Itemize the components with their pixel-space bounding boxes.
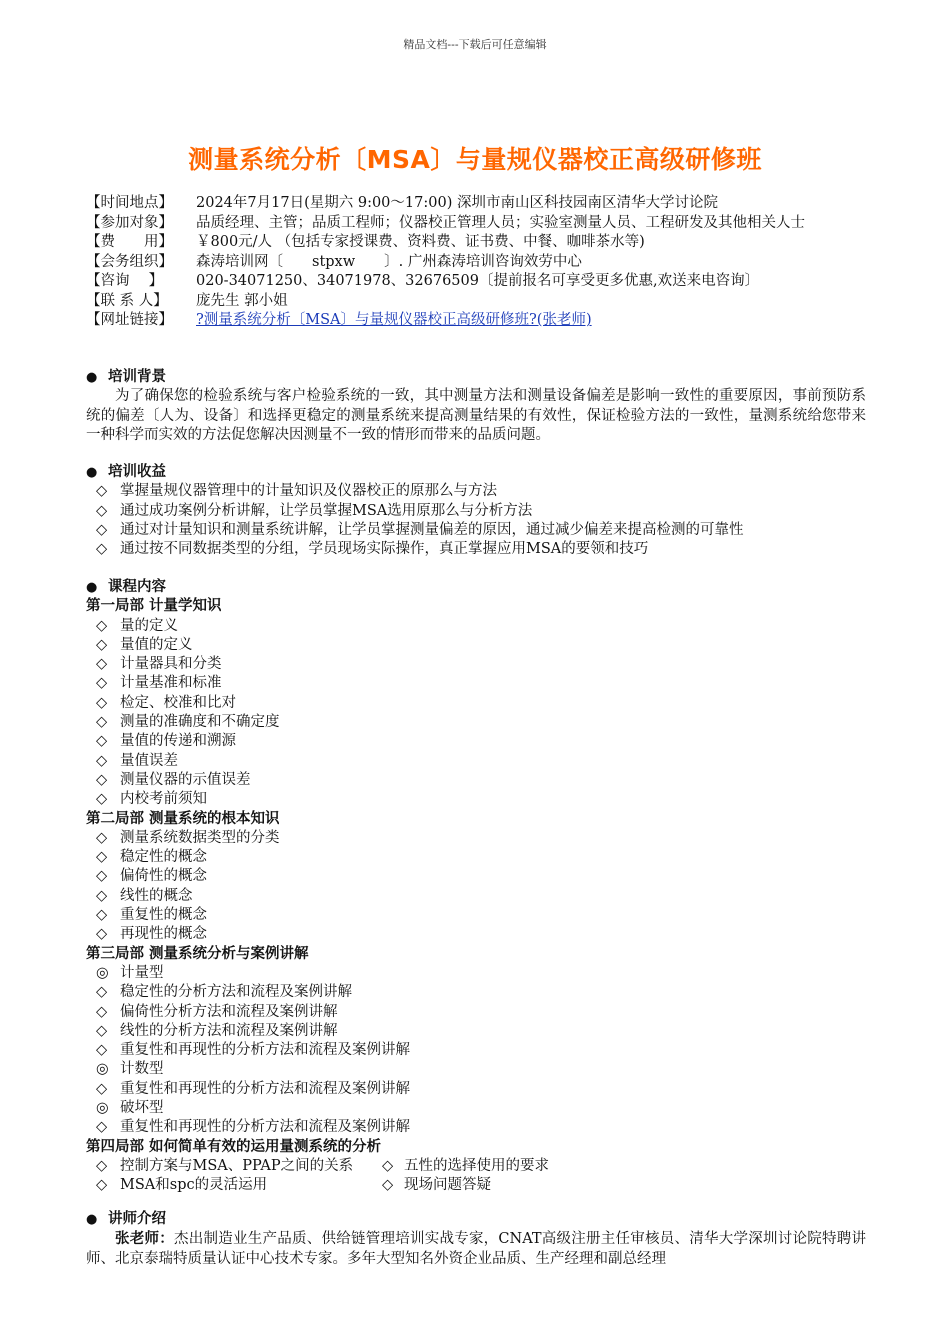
diamond-icon: ◇ — [96, 1177, 108, 1194]
bullet-icon: ● — [86, 465, 98, 480]
section-heading — [86, 463, 866, 482]
list-item — [86, 887, 866, 906]
list-item — [86, 482, 866, 501]
item-text: 通过成功案例分析讲解，让学员掌握MSA选用原那么与分析方法 — [120, 502, 533, 519]
item-text: 再现性的概念 — [120, 926, 207, 943]
info-row-audience — [86, 214, 866, 234]
diamond-icon: ◇ — [96, 771, 108, 788]
diamond-icon: ◇ — [96, 675, 108, 692]
diamond-icon: ◇ — [96, 1119, 108, 1136]
list-item — [86, 925, 866, 944]
diamond-icon: ◇ — [96, 541, 108, 558]
list-item — [96, 1157, 382, 1176]
diamond-icon: ◇ — [96, 694, 108, 711]
info-value: 品质经理、主管；品质工程师；仪器校正管理人员；实验室测量人员、工程研发及其他相关人士 — [196, 214, 805, 231]
item-text: 线性的概念 — [120, 887, 193, 904]
section-course — [86, 578, 866, 1196]
bullet-icon: ● — [86, 580, 98, 595]
header-note: 精品文档---下载后可任意编辑 — [403, 38, 547, 51]
info-row-link — [86, 311, 866, 331]
section-benefits — [86, 463, 866, 559]
item-text: 破坏型 — [120, 1100, 164, 1117]
info-key: 【参加对象】 — [86, 214, 173, 231]
item-text: 计量器具和分类 — [120, 656, 222, 673]
diamond-icon: ◇ — [96, 502, 108, 519]
diamond-icon: ◇ — [96, 617, 108, 634]
info-key: 【咨询 】 — [86, 273, 164, 289]
info-value — [196, 311, 866, 331]
diamond-icon: ◇ — [96, 521, 108, 538]
item-text: 现场问题答疑 — [404, 1177, 491, 1194]
item-text: 掌握量规仪器管理中的计量知识及仪器校正的原那么与方法 — [120, 483, 497, 500]
diamond-icon: ◇ — [96, 1022, 108, 1039]
diamond-icon: ◇ — [96, 1042, 108, 1059]
teacher-name: 张老师： — [115, 1230, 174, 1248]
info-key: 【会务组织】 — [86, 253, 173, 270]
bullet-icon: ● — [86, 1212, 98, 1227]
diamond-icon: ◇ — [96, 1003, 108, 1020]
diamond-icon: ◇ — [96, 483, 108, 500]
item-text: 重复性和再现性的分析方法和流程及案例讲解 — [120, 1080, 410, 1097]
teacher-text: 杰出制造业生产品质、供给链管理培训实战专家，CNAT高级注册主任审核员、清华大学深圳讨论院特聘讲师、北京泰瑞特质量认证中心技术专家。多年大型知名外资企业品质、生产经理和副总经理 — [86, 1231, 866, 1267]
item-text: 量值误差 — [120, 752, 178, 769]
diamond-icon: ◇ — [96, 636, 108, 653]
info-value: 森涛培训网〔 stpxw 〕. 广州森涛培训咨询效劳中心 — [196, 253, 582, 270]
diamond-icon: ◇ — [96, 907, 108, 924]
list-item — [86, 1041, 866, 1060]
info-value: 2024年7月17日(星期六 9:00～17:00) 深圳市南山区科技园南区清华大学讨论院 — [196, 195, 718, 211]
double-circle-icon: ◎ — [96, 1061, 109, 1078]
item-text: 偏倚性的概念 — [120, 868, 207, 885]
list-item — [86, 674, 866, 693]
list-item — [86, 1022, 866, 1041]
diamond-icon: ◇ — [96, 887, 108, 904]
list-item — [86, 1060, 866, 1079]
diamond-icon: ◇ — [96, 868, 108, 885]
list-item — [86, 1099, 866, 1118]
list-item — [86, 1118, 866, 1137]
list-item — [96, 1176, 382, 1195]
list-item — [86, 964, 866, 983]
item-text: 控制方案与MSA、PPAP之间的关系 — [120, 1157, 354, 1174]
item-text: 测量的准确度和不确定度 — [120, 714, 280, 731]
item-text: MSA和spc的灵活运用 — [120, 1177, 268, 1194]
info-row-organizer — [86, 253, 866, 273]
list-item — [86, 752, 866, 771]
heading-text: 课程内容 — [108, 579, 166, 595]
item-text: 重复性和再现性的分析方法和流程及案例讲解 — [120, 1042, 410, 1059]
info-value: 庞先生 郭小姐 — [196, 292, 288, 309]
item-text: 内校考前须知 — [120, 791, 207, 808]
heading-text: 讲师介绍 — [108, 1211, 166, 1227]
item-text: 稳定性的概念 — [120, 849, 207, 866]
list-item — [86, 655, 866, 674]
diamond-icon: ◇ — [382, 1157, 394, 1174]
section-background — [86, 368, 866, 445]
info-key: 【时间地点】 — [86, 195, 173, 211]
list-item — [86, 771, 866, 790]
diamond-icon: ◇ — [96, 752, 108, 769]
item-text: 偏倚性分析方法和流程及案例讲解 — [120, 1003, 338, 1020]
section-heading — [86, 1210, 866, 1229]
diamond-icon: ◇ — [96, 733, 108, 750]
item-text: 计量基准和标准 — [120, 675, 222, 692]
info-row-contact — [86, 292, 866, 312]
list-item — [86, 521, 866, 540]
item-text: 通过按不同数据类型的分组，学员现场实际操作，真正掌握应用MSA的要领和技巧 — [120, 541, 649, 558]
heading-text: 培训背景 — [108, 369, 166, 385]
list-item — [86, 790, 866, 809]
list-item — [382, 1176, 491, 1195]
diamond-icon: ◇ — [96, 984, 108, 1001]
course-link[interactable]: ?测量系统分析〔MSA〕与量规仪器校正高级研修班?(张老师) — [196, 312, 592, 328]
list-item — [86, 829, 866, 848]
diamond-icon: ◇ — [96, 714, 108, 731]
info-key: 【联 系 人】 — [86, 292, 168, 309]
diamond-icon: ◇ — [96, 1157, 108, 1174]
info-value: ￥800元/人 （包括专家授课费、资料费、证书费、中餐、咖啡茶水等) — [196, 234, 645, 250]
list-item — [86, 1003, 866, 1022]
diamond-icon: ◇ — [96, 791, 108, 808]
item-text: 量值的传递和溯源 — [120, 733, 236, 750]
item-text: 重复性和再现性的分析方法和流程及案例讲解 — [120, 1119, 410, 1136]
list-item — [86, 502, 866, 521]
item-text: 检定、校准和比对 — [120, 694, 236, 711]
list-item — [86, 867, 866, 886]
info-value: 020-34071250、34071978、32676509〔提前报名可享受更多优惠,欢送来电咨询〕 — [196, 273, 760, 289]
teacher-intro — [86, 1229, 866, 1269]
item-text: 计量型 — [120, 964, 164, 981]
section-heading — [86, 368, 866, 387]
info-key: 【费 用】 — [86, 234, 173, 250]
list-row — [86, 1157, 866, 1176]
list-item — [86, 694, 866, 713]
list-item — [86, 732, 866, 751]
diamond-icon: ◇ — [96, 1080, 108, 1097]
diamond-icon: ◇ — [96, 656, 108, 673]
page-title: 测量系统分析〔MSA〕与量规仪器校正高级研修班 — [188, 145, 762, 174]
list-item — [86, 983, 866, 1002]
item-text: 量值的定义 — [120, 636, 193, 653]
item-text: 线性的分析方法和流程及案例讲解 — [120, 1022, 338, 1039]
item-text: 测量系统数据类型的分类 — [120, 829, 280, 846]
background-text: 为了确保您的检验系统与客户检验系统的一致，其中测量方法和测量设备偏差是影响一致性的重要原因，事前预防系统的偏差〔人为、设备〕和选择更稳定的测量系统来提高测量结果的有效性，保证检验方法的一致性，量测系统给您带来一种科学而实效的方法促您解决因测量不一致的情形而带来的品质问题。 — [86, 388, 866, 443]
part-title: 第一局部 计量学知识 — [86, 598, 222, 615]
info-row-fee — [86, 233, 866, 253]
item-text: 量的定义 — [120, 617, 178, 634]
item-text: 重复性的概念 — [120, 907, 207, 924]
double-circle-icon: ◎ — [96, 1100, 109, 1117]
diamond-icon: ◇ — [96, 829, 108, 846]
bullet-icon: ● — [86, 370, 98, 385]
heading-text: 培训收益 — [108, 464, 166, 480]
double-circle-icon: ◎ — [96, 964, 109, 981]
list-item — [86, 1080, 866, 1099]
item-text: 测量仪器的示值误差 — [120, 771, 251, 788]
info-block — [86, 194, 866, 331]
item-text: 稳定性的分析方法和流程及案例讲解 — [120, 984, 352, 1001]
diamond-icon: ◇ — [96, 849, 108, 866]
info-row-time — [86, 194, 866, 214]
diamond-icon: ◇ — [382, 1177, 394, 1194]
item-text: 五性的选择使用的要求 — [404, 1157, 549, 1174]
item-text: 计数型 — [120, 1061, 164, 1078]
list-item — [86, 713, 866, 732]
list-item — [86, 636, 866, 655]
list-item — [382, 1157, 549, 1176]
list-row — [86, 1176, 866, 1195]
info-key: 【网址链接】 — [86, 312, 173, 328]
section-teacher — [86, 1210, 866, 1269]
part-title: 第三局部 测量系统分析与案例讲解 — [86, 945, 309, 962]
diamond-icon: ◇ — [96, 926, 108, 943]
item-text: 通过对计量知识和测量系统讲解，让学员掌握测量偏差的原因，通过减少偏差来提高检测的可靠性 — [120, 521, 744, 538]
info-row-consult — [86, 272, 866, 292]
list-item — [86, 906, 866, 925]
section-heading — [86, 578, 866, 597]
list-item — [86, 540, 866, 559]
list-item — [86, 617, 866, 636]
part-title: 第四局部 如何简单有效的运用量测系统的分析 — [86, 1138, 382, 1155]
list-item — [86, 848, 866, 867]
part-title: 第二局部 测量系统的根本知识 — [86, 810, 280, 827]
